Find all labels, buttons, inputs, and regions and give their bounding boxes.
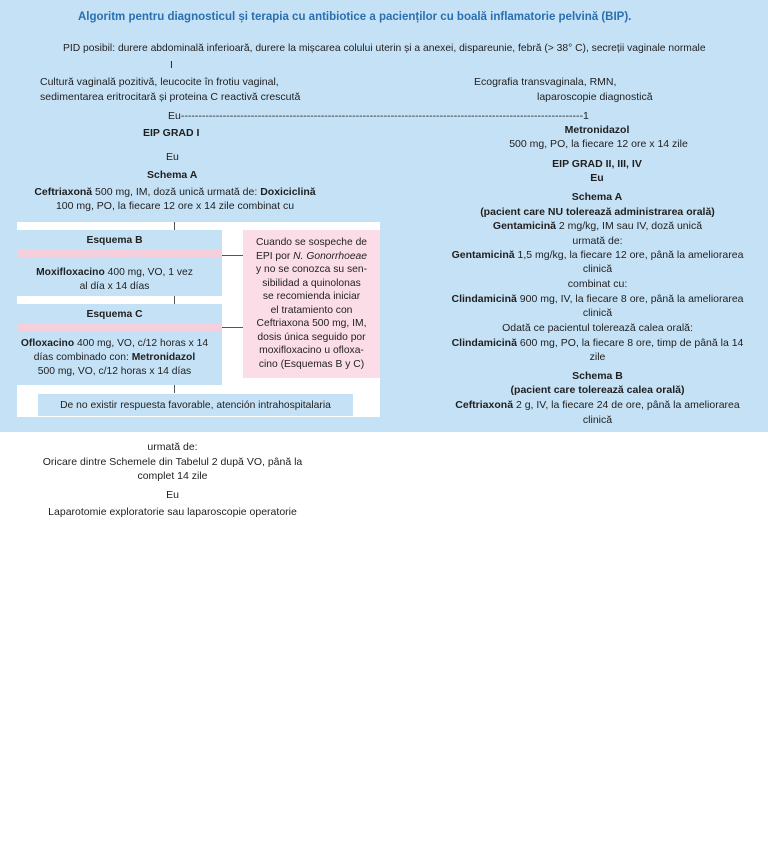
right-metronidazol: Metronidazol: [564, 124, 630, 136]
note-line: se recomienda iniciar: [262, 291, 361, 302]
right-genta-line: [430, 219, 765, 234]
no-response-text: De no existir respuesta favorable, atención intrahospitalaria: [60, 400, 331, 411]
drug-moxifloxacino: Moxifloxacino: [36, 267, 105, 278]
drug-clindamicina: Clindamicină: [451, 293, 517, 305]
right-clinda2-line1: [430, 336, 765, 351]
right-clinda2-line2: zile: [589, 351, 606, 363]
note-line: Cuando se sospeche de: [255, 237, 368, 248]
note-line: [243, 250, 380, 264]
drug-gentamicina: Gentamicină: [451, 249, 515, 261]
note-line: el tratamiento con: [270, 304, 353, 316]
page-title: Algoritm pentru diagnosticul și terapia cu antibiotice a pacienților cu boală inflamatorie pelvină (BIP).: [78, 11, 632, 23]
note-line: sibilidad a quinolonas: [262, 277, 361, 289]
gonorrhoeae-note: [243, 236, 380, 371]
right-grade: EIP GRAD II, III, IV: [552, 158, 642, 170]
clinda2-text: 600 mg, PO, la fiecare 8 ore, timp de până la 14: [516, 337, 744, 349]
pid-criteria: PID posibil: durere abdominală inferioară, durere la mișcarea colului uterin și a anexei, dispareunie, febră (> 38° C), secreții vaginale normale: [63, 43, 706, 54]
drug-gentamicina: Gentamicină: [492, 220, 556, 232]
bottom-followed: urmată de:: [147, 441, 198, 453]
bottom-eu: Eu: [166, 489, 179, 501]
connector-line: [174, 296, 175, 304]
right-criteria-line2: laparoscopie diagnostică: [537, 91, 653, 103]
esquema-b-line2: al día x 14 días: [79, 281, 150, 292]
scheme-a-text1: 500 mg, IM, doză unică urmată de:: [92, 186, 261, 198]
bottom-laparotomy: Laparotomie exploratorie sau laparoscopie operatorie: [48, 506, 297, 518]
right-combined: combinat cu:: [567, 278, 628, 290]
drug-metronidazol: Metronidazol: [131, 352, 196, 363]
right-scheme-b: Schema B: [572, 370, 623, 382]
esquema-c-text2: días combinado con:: [33, 352, 132, 363]
genta-text: 2 mg/kg, IM sau IV, doză unică: [555, 220, 703, 232]
right-scheme-a-note: (pacient care NU tolerează administrarea orală): [480, 206, 715, 218]
right-genta2-line1: [430, 248, 765, 263]
bottom-line2: complet 14 zile: [137, 470, 208, 482]
clinda-text: 900 mg, IV, la fiecare 8 ore, până la ameliorarea: [516, 293, 744, 305]
connector-line: [174, 385, 175, 393]
connector-line: [222, 255, 243, 256]
connector-line: [174, 222, 175, 230]
right-scheme-b-note: (pacient care tolerează calea orală): [510, 384, 685, 396]
note-line: cino (Esquemas B y C): [258, 358, 365, 370]
note-text: EPI por: [255, 250, 294, 262]
esquema-c-text1: 400 mg, VO, c/12 horas x 14: [74, 338, 209, 349]
right-criteria-line1: Ecografia transvaginala, RMN,: [474, 76, 617, 88]
right-ceftri-line1: [430, 398, 765, 413]
esquema-c-title: Esquema C: [86, 309, 143, 320]
right-clinda-line2: clinică: [582, 307, 613, 319]
drug-ceftriaxona: Ceftriaxonă: [455, 399, 514, 411]
note-line: y no se conozca su sen-: [255, 264, 368, 275]
right-ceftri-line2: clinică: [582, 414, 613, 426]
esquema-b-strip: [17, 250, 222, 257]
left-criteria-line2: sedimentarea eritrocitară și proteina C reactivă crescută: [40, 91, 301, 103]
right-clinda-line1: [430, 292, 765, 307]
left-criteria-line1: Cultură vaginală pozitivă, leucocite în frotiu vaginal,: [40, 76, 279, 88]
esquema-b-text1: 400 mg, VO, 1 vez: [104, 267, 193, 278]
right-followed: urmată de:: [572, 235, 623, 247]
bottom-line1: Oricare dintre Schemele din Tabelul 2 după VO, până la: [42, 456, 303, 468]
esquema-c-line2: [12, 351, 217, 365]
note-line: dosis única seguido por: [257, 331, 366, 343]
left-grade: EIP GRAD I: [143, 127, 200, 139]
esquema-c-line1: [12, 337, 217, 351]
left-scheme-a-line1: [0, 185, 350, 200]
left-scheme-a: Schema A: [147, 169, 198, 181]
esquema-c-line3: 500 mg, VO, c/12 horas x 14 días: [37, 366, 192, 377]
drug-ceftriaxona: Ceftriaxonă: [34, 186, 93, 198]
right-eu: Eu: [590, 172, 604, 184]
esquema-b-line1: [17, 266, 212, 280]
left-eu: Eu: [166, 151, 179, 163]
genta2-text: 1,5 mg/kg, la fiecare 12 ore, până la ameliorarea: [514, 249, 744, 261]
esquema-c-strip: [17, 324, 222, 331]
drug-ofloxacino: Ofloxacino: [20, 338, 75, 349]
drug-clindamicina: Clindamicină: [451, 337, 517, 349]
dashed-connector: Eu-------------------------------------------------------------------------------------------------------------------1: [168, 110, 589, 122]
connector-i: I: [170, 59, 173, 71]
connector-line: [222, 327, 243, 328]
note-line: Ceftriaxona 500 mg, IM,: [256, 318, 367, 329]
right-oral-tolerance: Odată ce pacientul tolerează calea orală:: [502, 322, 693, 334]
right-genta2-line2: clinică: [582, 263, 613, 275]
drug-doxiciclina: Doxiciclină: [260, 186, 316, 198]
right-metronidazol-text: 500 mg, PO, la fiecare 12 ore x 14 zile: [509, 138, 688, 150]
esquema-b-title: Esquema B: [86, 235, 143, 246]
note-organism: N. Gonorrhoeae: [293, 250, 368, 262]
right-scheme-a: Schema A: [571, 191, 623, 203]
left-scheme-a-line2: 100 mg, PO, la fiecare 12 ore x 14 zile combinat cu: [55, 200, 295, 212]
ceftri-text: 2 g, IV, la fiecare 24 de ore, până la ameliorarea: [513, 399, 740, 411]
note-line: moxifloxacino u ofloxa-: [259, 345, 364, 356]
